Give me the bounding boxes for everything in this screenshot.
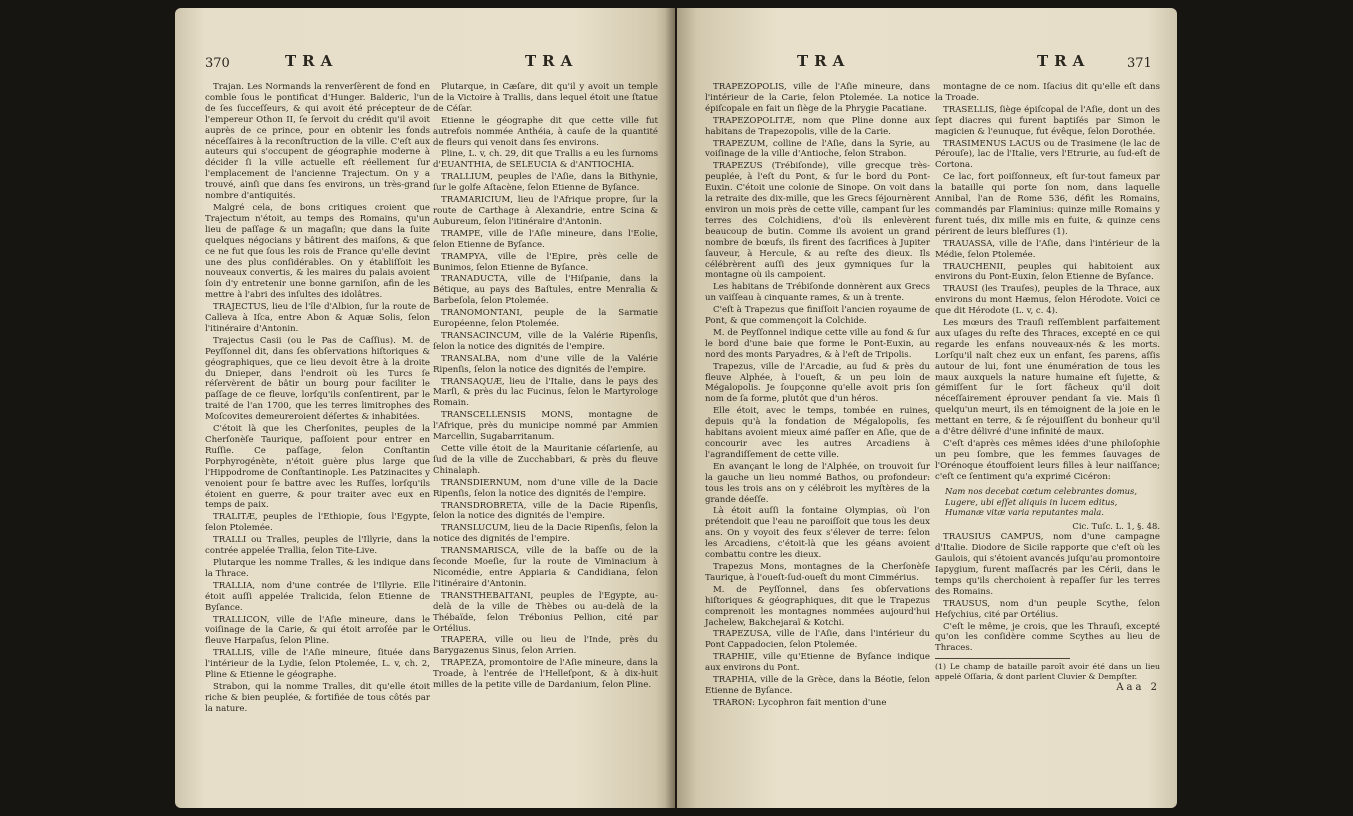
- paragraph: Les habitans de Trébiſonde donnèrent aux Grecs un vaiſſeau à cinquante rames, & un à trente.: [705, 282, 930, 304]
- paragraph: TRANSLUCUM, lieu de la Dacie Ripenſis, ſelon la notice des dignités de l'empire.: [433, 523, 658, 545]
- paragraph: TRAJECTUS, lieu de l'île d'Albion, ſur la route de Calleva à Iſca, entre Abon & Aquæ Solis, ſelon l'itinéraire d'Antonin.: [205, 302, 430, 334]
- paragraph: TRAPEZUM, colline de l'Aſie, dans la Syrie, au voiſinage de la ville d'Antioche, ſelon Strabon.: [705, 138, 930, 160]
- footnote-rule: [935, 658, 1070, 659]
- paragraph: C'eſt le même, je crois, que les Thrauſi, excepté qu'on les conſidère comme Scythes au lieu de Thraces.: [935, 621, 1160, 654]
- running-head-col2: TRA: [1037, 52, 1091, 70]
- paragraph: TRAPHIE, ville qu'Etienne de Byſance indique aux environs du Pont.: [705, 652, 930, 674]
- paragraph: Trajan. Les Normands la renverſèrent de fond en comble ſous le pontificat d'Hunger. Balderic, l'un de ſes ſucceſſeurs, & qui avoit été précepteur de l'empereur Othon II, ſe ſervoit du crédit qu'il avoit auprès de ce prince, pour en obtenir les fonds néceſſaires à la reconſtruction de la ville. C'eſt aux auteurs qui s'occupent de géographie moderne à décider ſi la ville actuelle eſt réellement ſur l'emplacement de l'ancienne Trajectum. On y a trouvé, ainſi que dans ſes environs, un très-grand nombre d'antiquités.: [205, 82, 430, 202]
- left-column-2: [433, 82, 658, 692]
- paragraph: TRARON: Lycophron fait mention d'une: [713, 697, 887, 708]
- paragraph: TRAUSUS, nom d'un peuple Scythe, ſelon Heſychius, cité par Ortélius.: [935, 598, 1160, 620]
- paragraph: TRANSMARISCA, ville de la baſſe ou de la ſeconde Moeſie, ſur la route de Viminacium à Nicomédie, entre Appiaria & Candidiana, ſelon l'itinéraire d'Antonin.: [433, 546, 658, 589]
- paragraph: En avançant le long de l'Alphée, on trouvoit ſur la gauche un lieu nommé Bathos, ou profondeur: tous les trois ans on y célébroit les myſtères de la grande déeſſe.: [705, 461, 930, 505]
- running-head-col2: TRA: [525, 52, 579, 70]
- paragraph: montagne de ce nom. Iſacius dit qu'elle eſt dans la Troade.: [935, 82, 1160, 103]
- paragraph: TRAUSIUS CAMPUS, nom d'une campagne d'Italie. Diodore de Sicile rapporte que c'eſt où les Gaulois, qui s'étoient avancés juſqu'au promontoire Iapygium, furent maſſacrés par les Cérii, dans le temps qu'ils cherchoient à repaſſer ſur les terres des Romains.: [935, 532, 1160, 597]
- paragraph: TRASELLIS, ſiège épiſcopal de l'Aſie, dont un des ſept diacres qui furent baptiſés par Simon le magicien & l'eunuque, fut évêque, ſelon Dorothée.: [935, 104, 1160, 137]
- page-number: 370: [205, 56, 230, 71]
- running-head: TRA: [797, 52, 851, 70]
- paragraph: TRAMPYA, ville de l'Epire, près celle de Bunimos, ſelon Etienne de Byſance.: [433, 251, 658, 273]
- page-number: 371: [1127, 56, 1152, 71]
- paragraph: TRAPERA, ville ou lieu de l'Inde, près du Barygazenus Sinus, ſelon Arrien.: [433, 635, 658, 657]
- paragraph: Trajectus Casii (ou le Pas de Caſſius). M. de Peyſſonnel dit, dans ſes obſervations hiſtoriques & géographiques, que ce lieu devoit être à la droite du Dnieper, dans l'endroit où les Turcs ſe réſervèrent de bâtir un bourg pour faciliter le paſſage de ce fleuve, lorſqu'ils conſentirent, par le traité de l'an 1700, que les terres limitrophes des Moſcovites demeureroient déſertes & inhabitées.: [205, 335, 430, 423]
- paragraph: TRANSACINCUM, ville de la Valérie Ripenſis, ſelon la notice des dignités de l'empire.: [433, 330, 658, 352]
- paragraph: TRALLIA, nom d'une contrée de l'Illyrie. Elle étoit auſſi appelée Tralicida, ſelon Etienne de Byſance.: [205, 580, 430, 613]
- paragraph: C'eſt d'après ces mêmes idées d'une philoſophie un peu ſombre, que les femmes ſauvages de l'Orénoque étouffoient leurs filles à leur naiſſance; c'eſt ce ſentiment qu'a exprimé Cicéron:: [935, 439, 1160, 482]
- paragraph: TRAUCHENII, peuples qui habitoient aux environs du Pont-Euxin, ſelon Etienne de Byſance.: [935, 261, 1160, 283]
- running-head: TRA: [285, 52, 339, 70]
- quote-line: Lugere, ubi eſſet aliquis in lucem editus,: [945, 496, 1118, 507]
- paragraph: TRANSDIERNUM, nom d'une ville de la Dacie Ripenſis, ſelon la notice des dignités de l'empire.: [433, 477, 658, 499]
- left-page: [175, 8, 675, 808]
- paragraph: Là étoit auſſi la fontaine Olympias, où l'on prétendoit que l'eau ne paroiſſoit que tous les deux ans. On y voyoit des feux s'élever de terre: ſelon les Arcadiens, c'étoit-là que les géans avoient combattu contre les dieux.: [705, 506, 930, 561]
- paragraph: TRAMPE, ville de l'Aſie mineure, dans l'Eolie, ſelon Etienne de Byſance.: [433, 228, 658, 250]
- paragraph: Plutarque les nomme Tralles, & les indique dans la Thrace.: [205, 557, 430, 579]
- paragraph: TRANSTHEBAITANI, peuples de l'Egypte, au-delà de la ville de Thèbes ou au-delà de la Thébaïde, ſelon Trébonius Pellion, cité par Ortélius.: [433, 590, 658, 634]
- paragraph: TRAPEZOPOLIS, ville de l'Aſie mineure, dans l'intérieur de la Carie, ſelon Ptolemée. La notice épiſcopale en fait un ſiège de la Phrygie Pacatiane.: [705, 82, 930, 114]
- right-page: [677, 8, 1177, 808]
- paragraph: Etienne le géographe dit que cette ville fut autrefois nommée Anthéia, à cauſe de la quantité de fleurs qui venoit dans ſes environs.: [433, 115, 658, 148]
- paragraph: Trapezus, ville de l'Arcadie, au ſud & près du fleuve Alphée, à l'oueſt, & un peu loin de Mégalopolis. Je ſoupçonne qu'elle avoit pris ſon nom de ſa forme, plutôt que d'un héros.: [705, 361, 930, 405]
- paragraph: TRAUSI (les Trauſes), peuples de la Thrace, aux environs du mont Hæmus, ſelon Hérodote. Voici ce que dit Hérodote (L. v, c. 4).: [935, 284, 1160, 317]
- latin-quote: [945, 486, 1160, 519]
- quote-line: Humanæ vitæ varia reputantes mala.: [945, 507, 1104, 518]
- paragraph: Plutarque, in Cæſare, dit qu'il y avoit un temple de la Victoire à Trallis, dans lequel étoit une ſtatue de Céſar.: [433, 82, 658, 114]
- paragraph: TRASIMENUS LACUS ou de Trasimene (le lac de Pérouſe), lac de l'Italie, vers l'Etrurie, au ſud-eſt de Cortona.: [935, 138, 1160, 171]
- paragraph: Cette ville étoit de la Mauritanie céſarienſe, au ſud de la ville de Zucchabbari, & près du fleuve Chinalaph.: [433, 444, 658, 476]
- paragraph: Pline, L. v, ch. 29, dit que Trallis a eu les ſurnoms d'EUANTHIA, de SELEUCIA & d'ANTIOCHIA.: [433, 149, 658, 171]
- paragraph: Elle étoit, avec le temps, tombée en ruines, depuis qu'à la fondation de Mégalopolis, ſes habitans avoient mieux aimé paſſer en Aſie, que de concourir avec les autres Arcadiens à l'agrandiſſement de cette ville.: [705, 406, 930, 460]
- paragraph: C'eſt à Trapezus que finiſſoit l'ancien royaume de Pont, & que commençoit la Colchide.: [705, 305, 930, 327]
- paragraph: Strabon, qui la nomme Tralles, dit qu'elle étoit riche & bien peuplée, & fortifiée de tous côtés par la nature.: [205, 681, 430, 714]
- paragraph: Trapezus Mons, montagnes de la Cherſonèſe Taurique, à l'oueſt-ſud-oueſt du mont Cimmérius.: [705, 561, 930, 583]
- signature-mark: Aaa 2: [1116, 682, 1160, 694]
- paragraph: TRAUASSA, ville de l'Aſie, dans l'intérieur de la Médie, ſelon Ptolemée.: [935, 238, 1160, 260]
- paragraph: TRAPEZUS (Trébiſonde), ville grecque très-peuplée, à l'eſt du Pont, & ſur le bord du Pont-Euxin. C'étoit une colonie de Sinope. On voit dans la retraite des dix-mille, que les Grecs ſéjournèrent environ un mois près de cette ville, campant ſur les terres des Colchidiens, d'où ils enlevèrent beaucoup de butin. Comme ils avoient un grand nombre de bœufs, ils firent des ſacrifices à Jupiter ſauveur, à Hercule, & au reſte des dieux. Ils célébrèrent auſſi des jeux gymniques ſur la montagne où ils campoient.: [705, 161, 930, 281]
- paragraph: TRANSALBA, nom d'une ville de la Valérie Ripenſis, ſelon la notice des dignités de l'empire.: [433, 353, 658, 375]
- paragraph: TRALLIUM, peuples de l'Aſie, dans la Bithynie, ſur le golfe Aſtacène, ſelon Etienne de Byſance.: [433, 172, 658, 194]
- paragraph: C'étoit là que les Cherſonites, peuples de la Cherſonèſe Taurique, paſſoient pour entrer en Ruſſie. Ce paſſage, ſelon Conſtantin Porphyrogénète, n'étoit guère plus large que l'Hippodrome de Conſtantinople. Les Patzinacites y venoient pour ſe battre avec les Ruſſes, lorſqu'ils étoient en guerre, & pour traiter avec eux en temps de paix.: [205, 424, 430, 511]
- quote-source: Cic. Tuſc. L. 1, §. 48.: [1072, 521, 1160, 532]
- footnote: (1) Le champ de bataille paroît avoir été dans un lieu appelé Oſſaria, & dont parlent Cluvier & Dempſter.: [935, 662, 1160, 681]
- paragraph: TRAPEZA, promontoire de l'Aſie mineure, dans la Troade, à l'entrée de l'Helleſpont, & à dix-huit milles de la petite ville de Dardanium, ſelon Pline.: [433, 658, 658, 691]
- paragraph: TRANSAQUÆ, lieu de l'Italie, dans le pays des Marſi, & près du lac Fucinus, ſelon le Martyrologe Romain.: [433, 376, 658, 409]
- paragraph: M. de Peyſſonnel indique cette ville au fond & ſur le bord d'une baie que forme le Pont-Euxin, au nord des monts Paryadres, & à l'eſt de Tripolis.: [705, 327, 930, 360]
- paragraph: TRAPHIA, ville de la Grèce, dans la Béotie, ſelon Etienne de Byſance.: [705, 675, 930, 696]
- paragraph: Les mœurs des Trauſi reſſemblent parfaitement aux uſages du reſte des Thraces, excepté en ce qui regarde les enfans nouveaux-nés & les morts. Lorſqu'il naît chez eux un enfant, ſes parens, aſſis autour de lui, font une énumération de tous les maux auxquels la nature humaine eſt ſujette, & gémiſſent ſur le ſort fâcheux qu'il doit néceſſairement éprouver pendant ſa vie. Mais ſi quelqu'un meurt, ils en témoignent de la joie en le mettant en terre, & ſe réjouiſſent du bonheur qu'il a d'être délivré d'une infinité de maux.: [935, 318, 1160, 438]
- paragraph: TRALITÆ, peuples de l'Ethiopie, ſous l'Egypte, ſelon Ptolemée.: [205, 512, 430, 534]
- right-column-2: [935, 82, 1160, 694]
- paragraph: TRALLIS, ville de l'Aſie mineure, ſituée dans l'intérieur de la Lydie, ſelon Ptolemée, L. v, ch. 2, Pline & Etienne le géographe.: [205, 648, 430, 681]
- paragraph: TRANSCELLENSIS MONS, montagne de l'Afrique, près du municipe nommé par Ammien Marcellin, Sugabarritanum.: [433, 410, 658, 443]
- paragraph: TRAMARICIUM, lieu de l'Afrique propre, ſur la route de Carthage à Alexandrie, entre Scina & Aubureum, ſelon l'itinéraire d'Antonin.: [433, 195, 658, 227]
- paragraph: Malgré cela, de bons critiques croient que Trajectum n'étoit, au temps des Romains, qu'un lieu de paſſage & un magaſin; que dans la ſuite quelques négocians y bâtirent des maiſons, & que ce ne fut que ſous les rois de France qu'elle devint une des plus conſidérables. On y établiſſoit les nouveaux convertis, & les maires du palais avoient ſoin d'y entretenir une bonne garniſon, afin de les mettre à l'abri des inſultes des idolâtres.: [205, 202, 430, 301]
- paragraph: TRALLI ou Tralles, peuples de l'Illyrie, dans la contrée appelée Trallia, ſelon Tite-Live.: [205, 535, 430, 557]
- left-column-1: [205, 82, 430, 716]
- quote-line: Nam nos decebat cœtum celebrantes domus,: [945, 485, 1138, 496]
- paragraph: TRANADUCTA, ville de l'Hiſpanie, dans la Bétique, au pays des Baſtules, entre Menralia & Barbeſola, ſelon Ptolemée.: [433, 274, 658, 307]
- paragraph: Ce lac, fort poiſſonneux, eſt ſur-tout fameux par la bataille qui porte ſon nom, dans laquelle Annibal, l'an de Rome 536, défit les Romains, commandés par Flaminius: quinze mille Romains y furent tués, dix mille mis en fuite, & quinze cens périrent de leurs bleſſures (1).: [935, 172, 1160, 237]
- paragraph: TRANOMONTANI, peuple de la Sarmatie Européenne, ſelon Ptolemée.: [433, 308, 658, 330]
- paragraph: M. de Peyſſonnel, dans ſes obſervations hiſtoriques & géographiques, dit que le Trapezus comprenoit les montagnes nommées aujourd'hui Jachelew, Bakchejaraï & Kotchi.: [705, 584, 930, 628]
- right-column-1: [705, 82, 930, 710]
- paragraph: TRANSDROBRETA, ville de la Dacie Ripenſis, ſelon la notice des dignités de l'empire.: [433, 500, 658, 522]
- paragraph: TRALLICON, ville de l'Aſie mineure, dans le voiſinage de la Carie, & qui étoit arroſée par le fleuve Harpaſus, ſelon Pline.: [205, 614, 430, 647]
- paragraph: TRAPEZUSA, ville de l'Aſie, dans l'intérieur du Pont Cappadocien, ſelon Ptolemée.: [705, 629, 930, 651]
- paragraph: TRAPEZOPOLITÆ, nom que Pline donne aux habitans de Trapezopolis, ville de la Carie.: [705, 115, 930, 137]
